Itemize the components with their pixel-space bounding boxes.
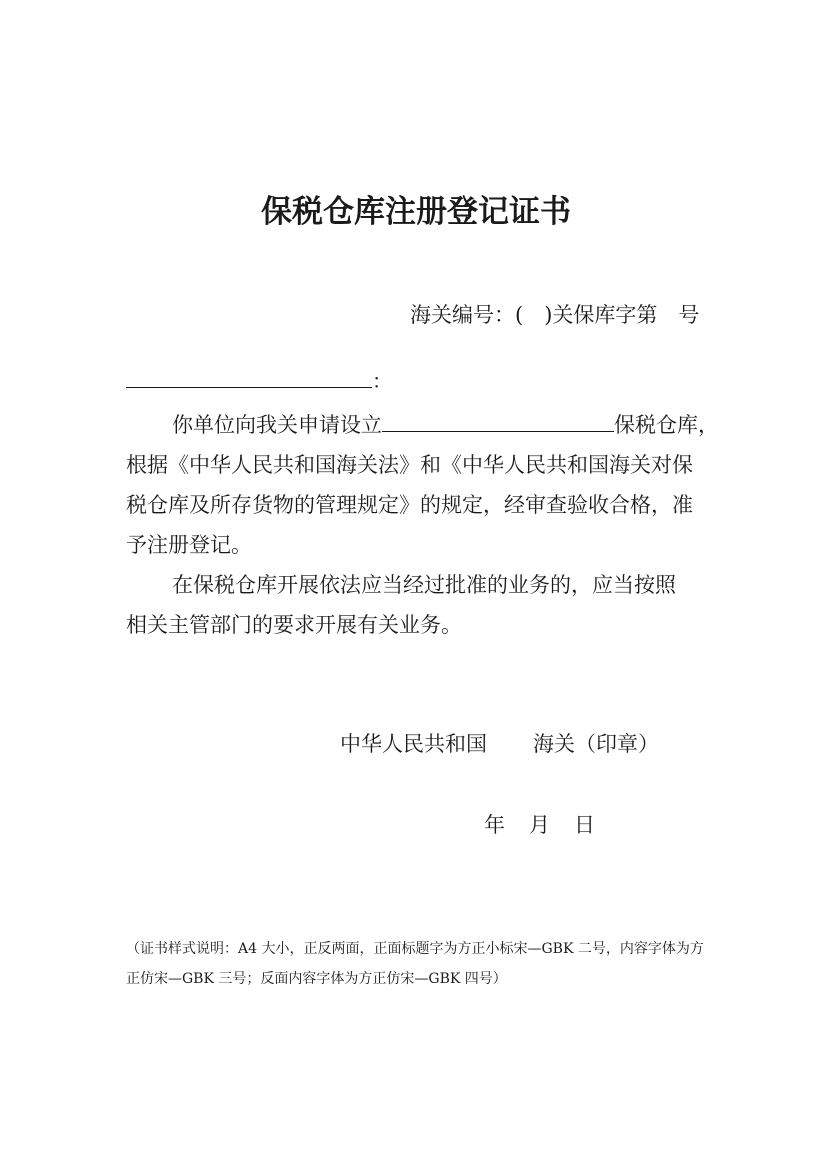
issuer-country: 中华人民共和国 [340, 732, 487, 756]
issuer-customs-seal: 海关（印章） [533, 732, 659, 756]
format-note [126, 934, 726, 994]
recipient-colon: ： [372, 369, 392, 393]
paragraph-line [126, 405, 726, 445]
issue-date [484, 808, 595, 842]
date-day: 日 [574, 813, 595, 837]
issuer-signature [340, 727, 659, 761]
date-month: 月 [529, 813, 550, 837]
application-prefix: 你单位向我关申请设立 [172, 413, 382, 437]
recipient-blank [126, 367, 372, 388]
customs-number-line: 海关编号：( )关保库字第 号 [410, 303, 700, 327]
paragraph-text: 在保税仓库开展依法应当经过批准的业务的，应当按照 [172, 573, 676, 597]
paragraph-line: 税仓库及所存货物的管理规定》的规定，经审查验收合格，准 [126, 493, 693, 517]
paragraph-business-note [126, 565, 726, 645]
paragraph-line: 根据《中华人民共和国海关法》和《中华人民共和国海关对保 [126, 453, 693, 477]
recipient-line [126, 366, 392, 396]
note-line: （证书样式说明：A4 大小，正反两面，正面标题字为方正小标宋—GBK 二号，内容字体为方 [126, 941, 704, 957]
warehouse-name-blank [382, 407, 614, 432]
note-line: 正仿宋—GBK 三号；反面内容字体为方正仿宋—GBK 四号） [126, 971, 507, 987]
document-title: 保税仓库注册登记证书 [261, 194, 571, 230]
paragraph-line: 相关主管部门的要求开展有关业务。 [126, 613, 462, 637]
application-suffix: 保税仓库， [614, 413, 719, 437]
paragraph-line: 予注册登记。 [126, 533, 252, 557]
paragraph-line [126, 565, 726, 605]
date-year: 年 [484, 813, 505, 837]
paragraph-approval [126, 405, 726, 565]
